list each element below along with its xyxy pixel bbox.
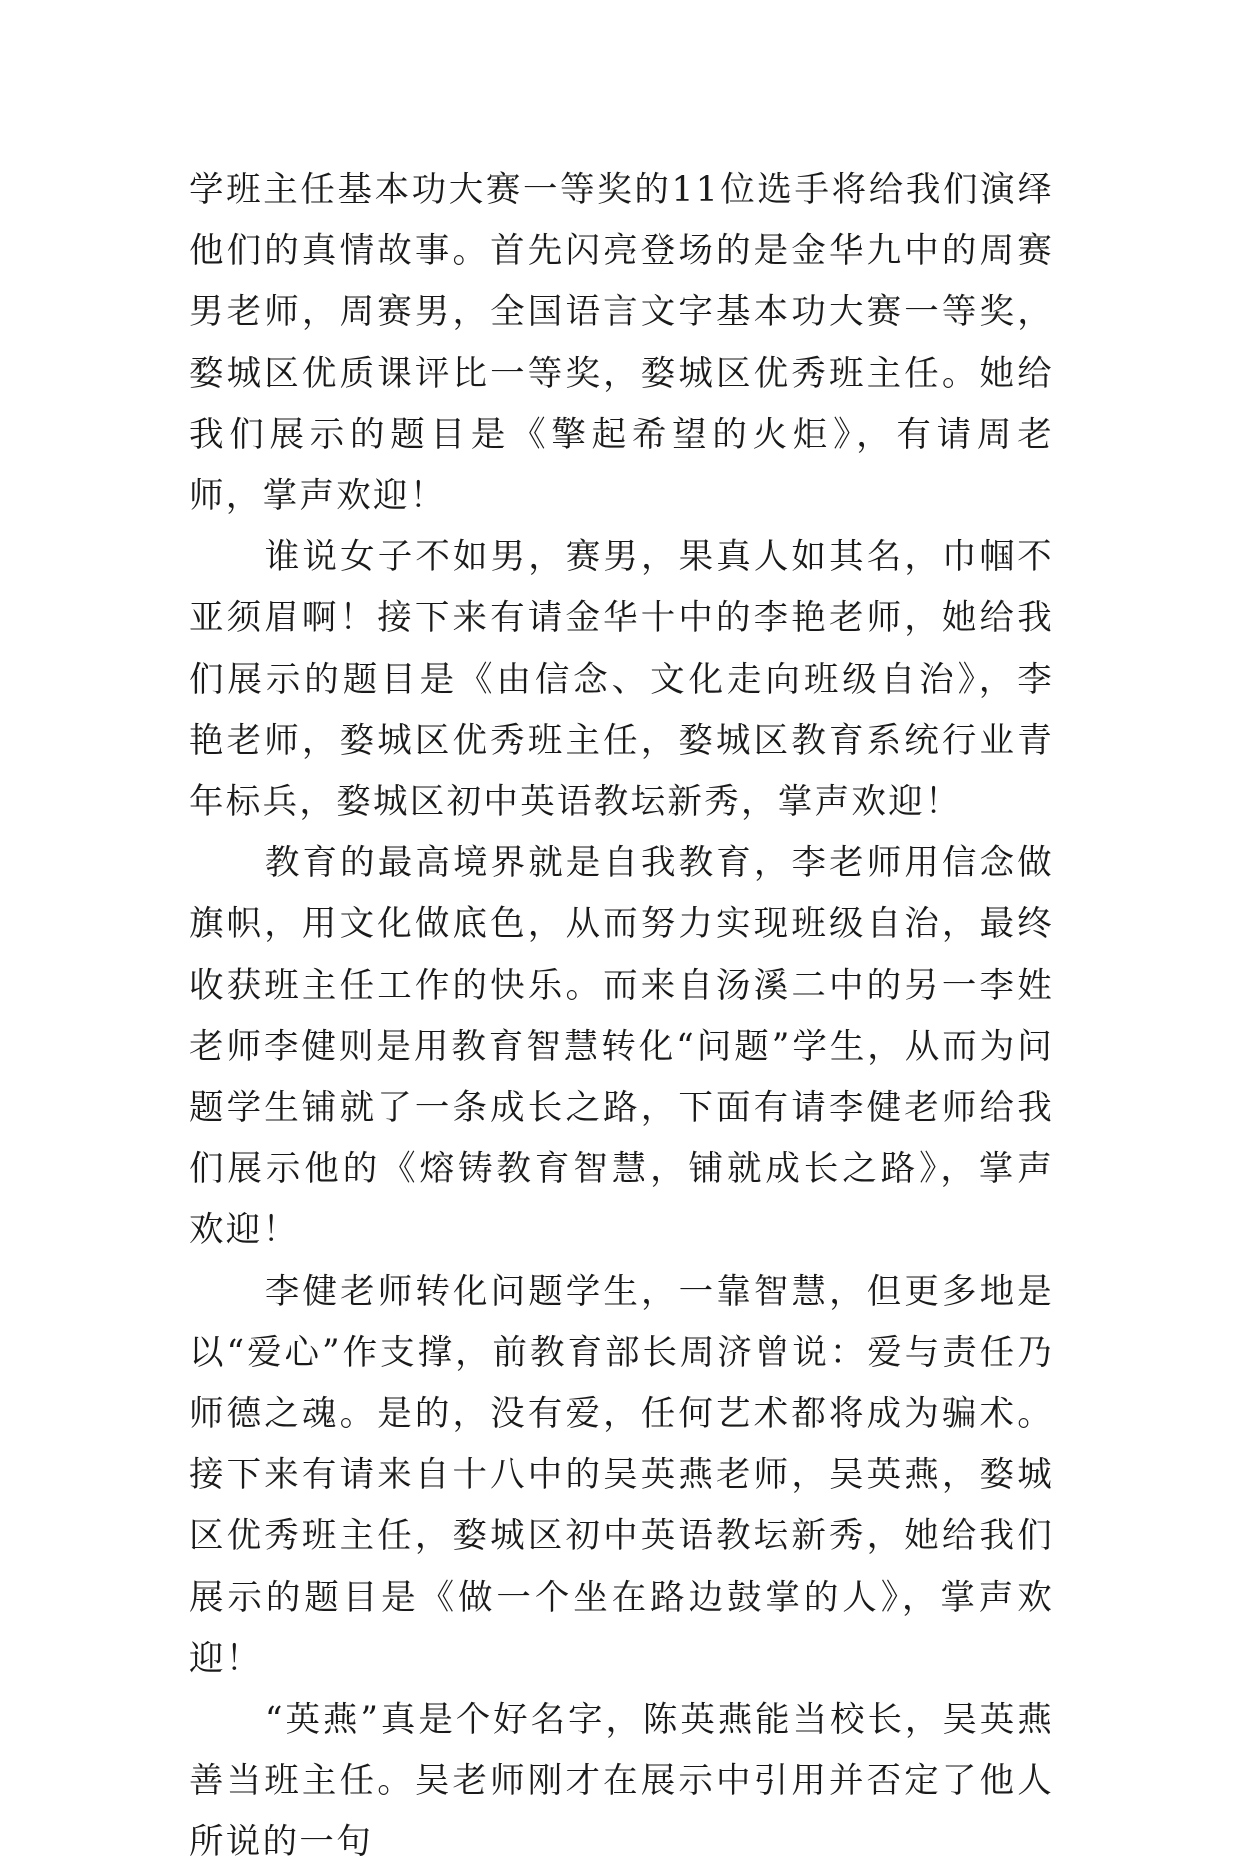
document-body — [189, 160, 1054, 1874]
paragraph-5: “英燕”真是个好名字，陈英燕能当校长，吴英燕善当班主任。吴老师刚才在展示中引用并否定了他人所说的一句 — [189, 1700, 1054, 1863]
paragraph-1: 学班主任基本功大赛一等奖的11位选手将给我们演绎他们的真情故事。首先闪亮登场的是金华九中的周赛男老师，周赛男，全国语言文字基本功大赛一等奖，婺城区优质课评比一等奖，婺城区优秀班主任。她给我们展示的题目是《擎起希望的火炬》，有请周老师，掌声欢迎！ — [189, 170, 1054, 517]
paragraph-3: 教育的最高境界就是自我教育，李老师用信念做旗帜，用文化做底色，从而努力实现班级自治，最终收获班主任工作的快乐。而来自汤溪二中的另一李姓老师李健则是用教育智慧转化“问题”学生，从而为问题学生铺就了一条成长之路，下面有请李健老师给我们展示他的《熔铸教育智慧，铺就成长之路》，掌声欢迎！ — [189, 843, 1054, 1251]
paragraph-4: 李健老师转化问题学生，一靠智慧，但更多地是以“爱心”作支撑，前教育部长周济曾说：爱与责任乃师德之魂。是的，没有爱，任何艺术都将成为骗术。接下来有请来自十八中的吴英燕老师，吴英燕，婺城区优秀班主任，婺城区初中英语教坛新秀，她给我们展示的题目是《做一个坐在路边鼓掌的人》，掌声欢迎！ — [189, 1271, 1054, 1679]
paragraph-2: 谁说女子不如男，赛男，果真人如其名，巾帼不亚须眉啊！接下来有请金华十中的李艳老师，她给我们展示的题目是《由信念、文化走向班级自治》，李艳老师，婺城区优秀班主任，婺城区教育系统行业青年标兵，婺城区初中英语教坛新秀，掌声欢迎！ — [189, 537, 1054, 823]
